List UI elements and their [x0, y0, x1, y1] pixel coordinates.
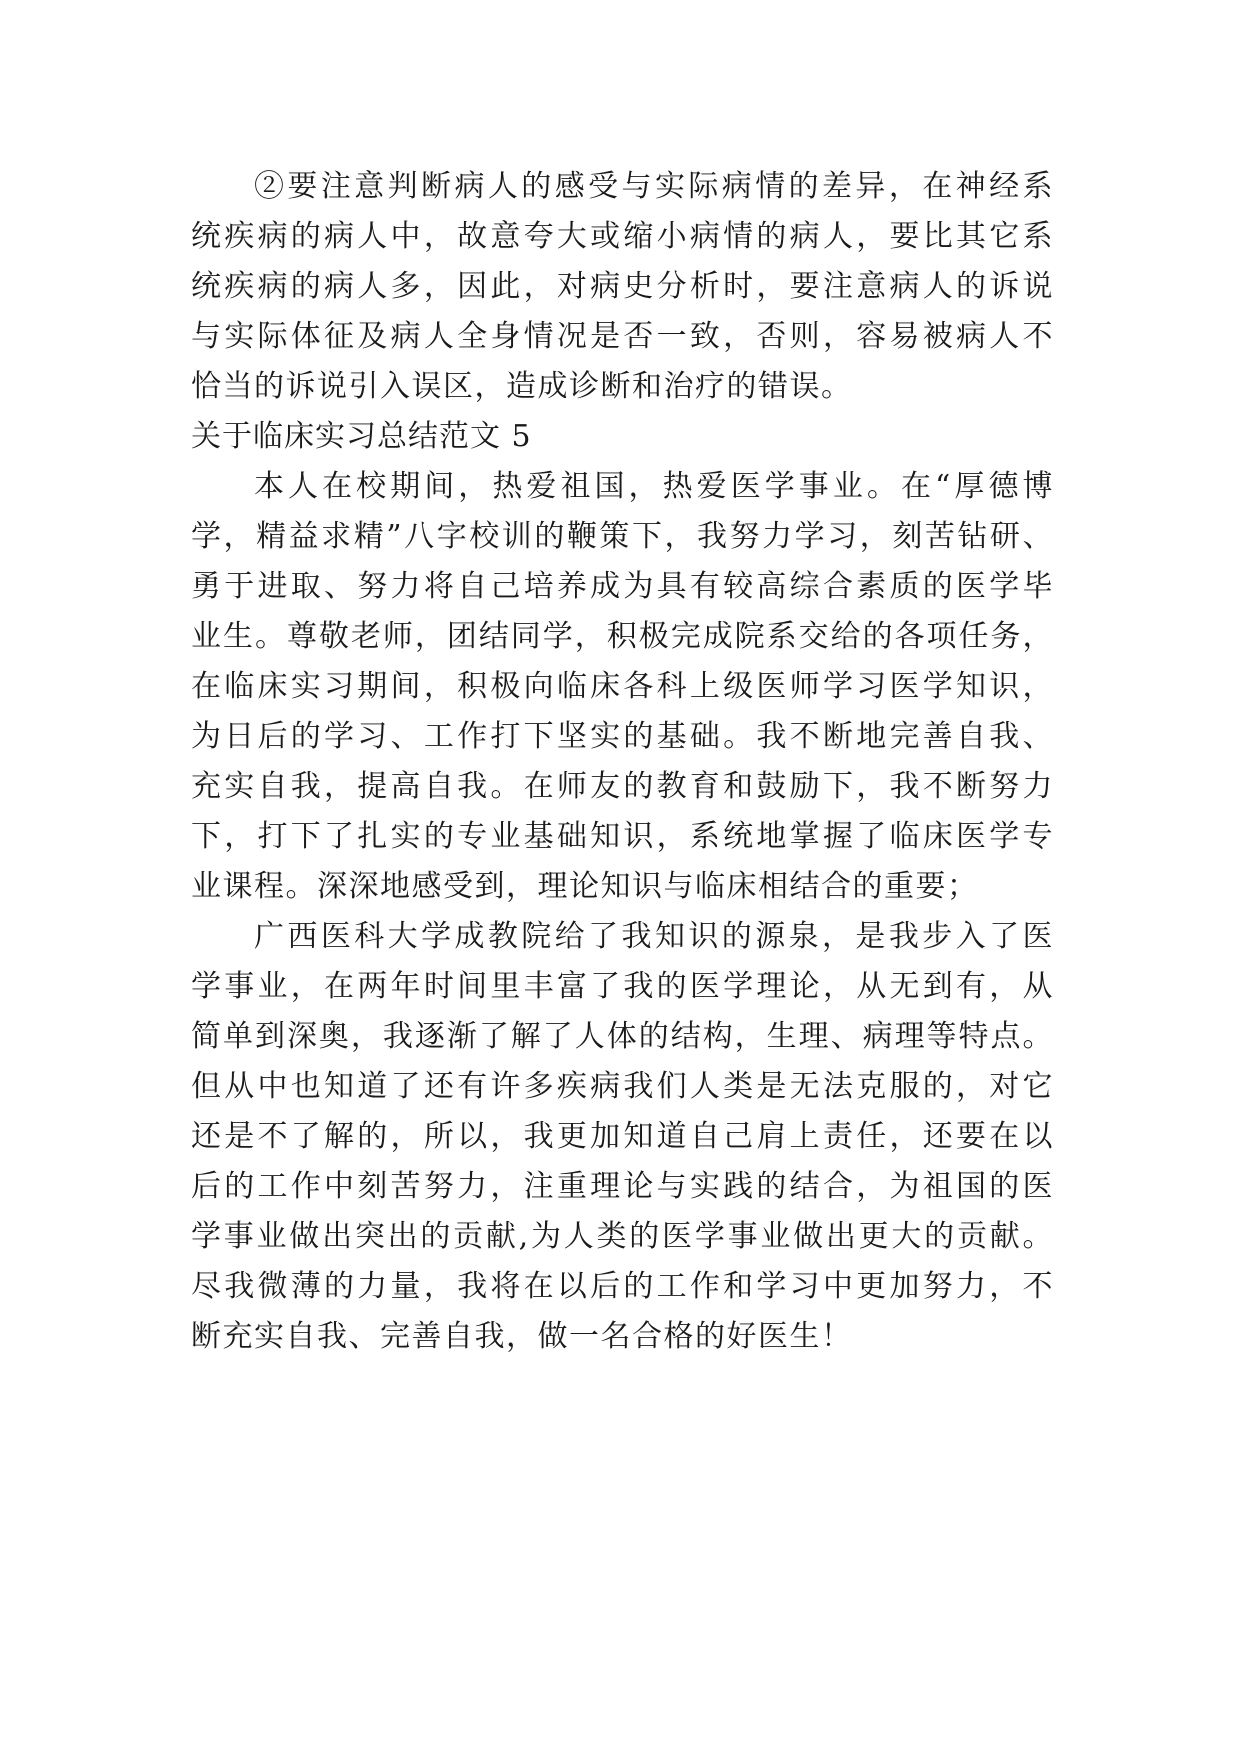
paragraph-line: 简单到深奥，我逐渐了解了人体的结构，生理、病理等特点。 [191, 1019, 1054, 1054]
paragraph-line: 为日后的学习、工作打下坚实的基础。我不断地完善自我、 [191, 719, 1054, 754]
paragraph-line: 还是不了解的，所以，我更加知道自己肩上责任，还要在以 [191, 1119, 1054, 1154]
paragraph-line: 学事业，在两年时间里丰富了我的医学理论，从无到有，从 [191, 969, 1054, 1004]
paragraph-line: 与实际体征及病人全身情况是否一致，否则，容易被病人不 [191, 319, 1054, 354]
paragraph-line: 学事业做出突出的贡献,为人类的医学事业做出更大的贡献。 [191, 1219, 1054, 1254]
paragraph-line: 广西医科大学成教院给了我知识的源泉，是我步入了医 [254, 919, 1054, 954]
paragraph-line: ②要注意判断病人的感受与实际病情的差异，在神经系 [254, 169, 1054, 204]
paragraph-line: 后的工作中刻苦努力，注重理论与实践的结合，为祖国的医 [191, 1169, 1054, 1204]
paragraph-line: 断充实自我、完善自我，做一名合格的好医生！ [191, 1319, 853, 1354]
paragraph-line: 业生。尊敬老师，团结同学，积极完成院系交给的各项任务， [191, 619, 1054, 654]
paragraph-line: 充实自我，提高自我。在师友的教育和鼓励下，我不断努力 [191, 769, 1054, 804]
paragraph-line: 业课程。深深地感受到，理论知识与临床相结合的重要； [191, 869, 979, 904]
paragraph-intro [191, 162, 1054, 412]
paragraph-line: 统疾病的病人中，故意夸大或缩小病情的病人，要比其它系 [191, 219, 1054, 254]
document-body [191, 162, 1054, 1362]
paragraph-line: 在临床实习期间，积极向临床各科上级医师学习医学知识， [191, 669, 1054, 704]
paragraph-line: 尽我微薄的力量，我将在以后的工作和学习中更加努力，不 [191, 1269, 1054, 1304]
paragraph-line: 统疾病的病人多，因此，对病史分析时，要注意病人的诉说 [191, 269, 1054, 304]
paragraph-line: 本人在校期间，热爱祖国，热爱医学事业。在“厚德博 [254, 469, 1054, 504]
paragraph-line: 恰当的诉说引入误区，造成诊断和治疗的错误。 [191, 369, 853, 404]
paragraph-line: 勇于进取、努力将自己培养成为具有较高综合素质的医学毕 [191, 569, 1054, 604]
paragraph-one [191, 462, 1054, 912]
paragraph-line: 学，精益求精”八字校训的鞭策下，我努力学习，刻苦钻研、 [191, 519, 1054, 554]
paragraph-line: 但从中也知道了还有许多疾病我们人类是无法克服的，对它 [191, 1069, 1054, 1104]
paragraph-two [191, 912, 1054, 1362]
paragraph-line: 下，打下了扎实的专业基础知识，系统地掌握了临床医学专 [191, 819, 1054, 854]
section-heading: 关于临床实习总结范文 5 [191, 419, 532, 454]
